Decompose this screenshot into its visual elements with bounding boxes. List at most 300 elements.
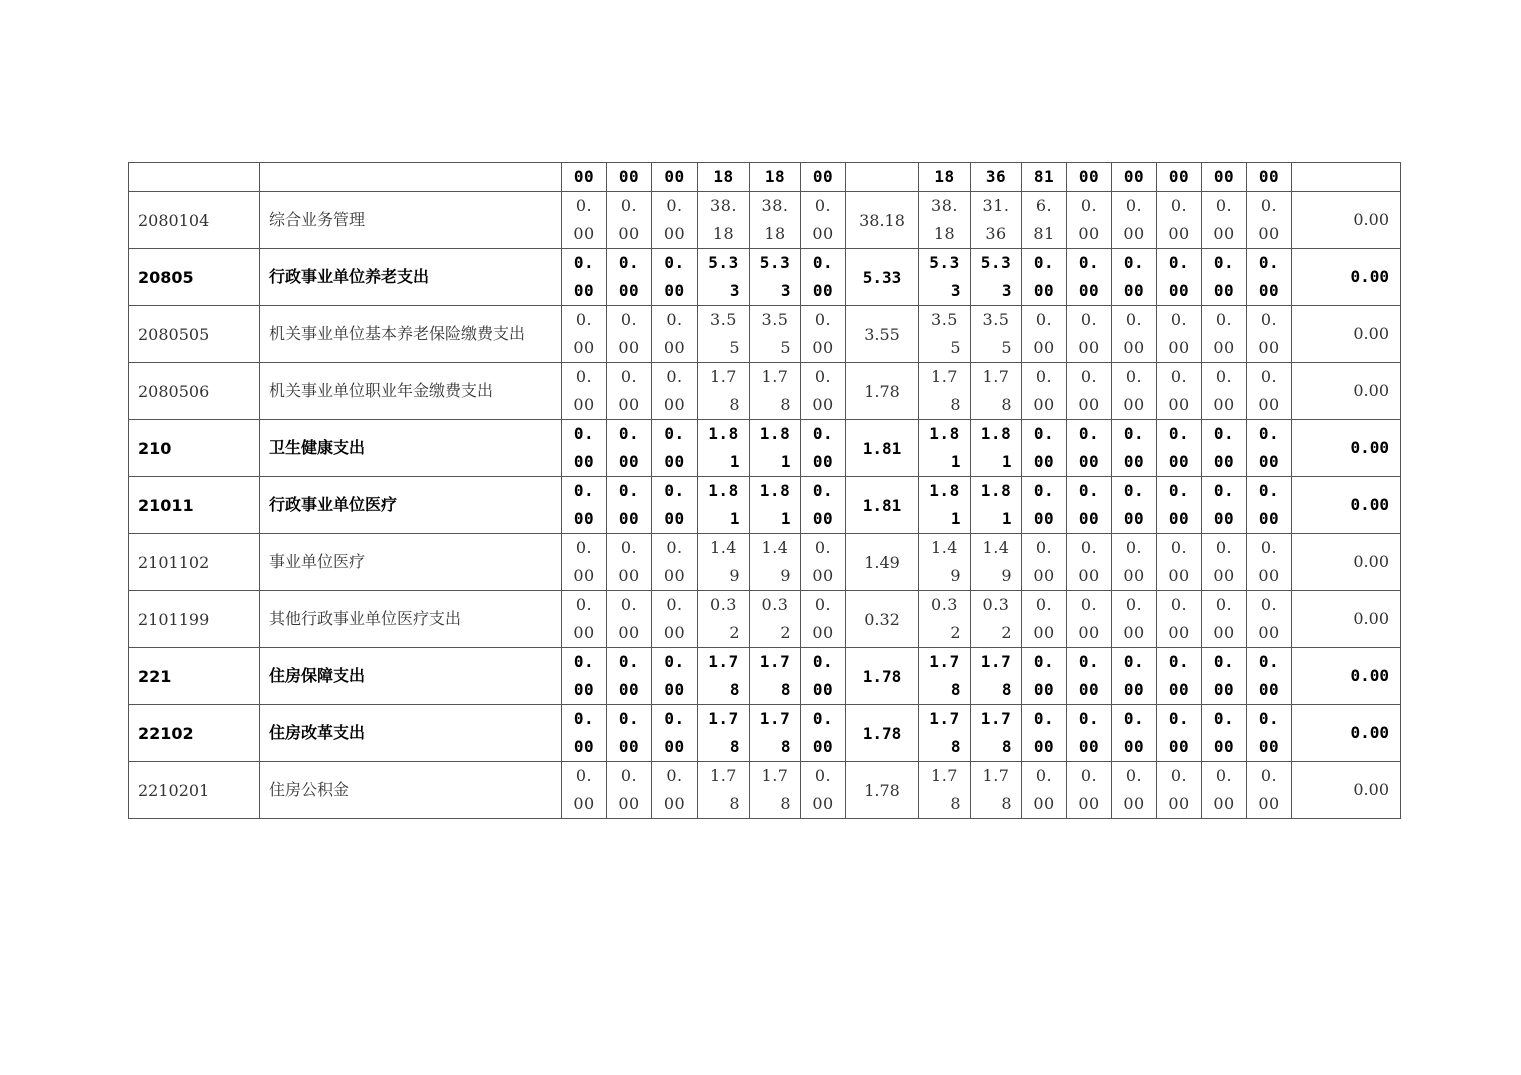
- amount-part: 00: [1258, 794, 1280, 813]
- amount-part: 0.: [814, 196, 832, 215]
- last-amount-cell: 0.00: [1292, 363, 1401, 420]
- amount-part: 00: [1078, 395, 1100, 414]
- amount-cell: [1247, 192, 1292, 249]
- amount-cell: [607, 705, 652, 762]
- total-amount-cell: 1.78: [846, 648, 919, 705]
- amount-cell: [1202, 363, 1247, 420]
- subject-code: 221: [129, 648, 260, 705]
- amount-part: 00: [1033, 509, 1055, 528]
- amount-cell: [1157, 363, 1202, 420]
- amount-part: 00: [1168, 395, 1190, 414]
- amount-cell: [801, 363, 846, 420]
- amount-cell: [1022, 534, 1067, 591]
- amount-part: 3: [950, 281, 961, 300]
- amount-cell: [562, 762, 607, 819]
- amount-part: 0.: [618, 253, 640, 272]
- amount-cell: [562, 306, 607, 363]
- amount-part: 00: [663, 566, 686, 585]
- amount-part: 0.: [1035, 595, 1053, 614]
- amount-cell: [1022, 762, 1067, 819]
- amount-cell: [562, 534, 607, 591]
- amount-cell: [1067, 648, 1112, 705]
- amount-part: 0.: [620, 595, 638, 614]
- table-row: [129, 648, 1401, 705]
- table-row: [129, 591, 1401, 648]
- amount-part: 2: [950, 623, 961, 642]
- amount-part: 00: [812, 623, 834, 642]
- last-amount-cell: 0.00: [1292, 420, 1401, 477]
- amount-part: 00: [1213, 509, 1235, 528]
- amount-part: 00: [812, 452, 834, 471]
- amount-part: 3.5: [982, 310, 1010, 329]
- amount-cell: [607, 192, 652, 249]
- amount-part: 00: [1033, 566, 1055, 585]
- amount-cell: [562, 705, 607, 762]
- amount-cell: [1112, 477, 1157, 534]
- amount-part: 00: [1168, 680, 1190, 699]
- amount-cell: [1157, 192, 1202, 249]
- subject-code: 2101102: [129, 534, 260, 591]
- amount-part: 5.3: [980, 253, 1012, 272]
- amount-part: 9: [729, 566, 740, 585]
- amount-cell: [1202, 705, 1247, 762]
- amount-part: 00: [812, 338, 834, 357]
- total-amount-cell: 1.78: [846, 705, 919, 762]
- amount-part: 0.: [1078, 424, 1100, 443]
- amount-cell: [801, 420, 846, 477]
- amount-part: 8: [729, 680, 740, 699]
- amount-cell: [1202, 249, 1247, 306]
- amount-part: 8: [780, 395, 791, 414]
- subject-code: 2080505: [129, 306, 260, 363]
- amount-part: 00: [663, 794, 686, 813]
- total-amount-cell: 1.49: [846, 534, 919, 591]
- amount-part: 00: [1168, 509, 1190, 528]
- amount-part: 0.: [1215, 310, 1233, 329]
- amount-part: 00: [1123, 338, 1145, 357]
- amount-part: 38.: [710, 196, 737, 215]
- subject-name: 卫生健康支出: [260, 420, 562, 477]
- amount-part: 00: [812, 224, 834, 243]
- amount-cell: [1157, 420, 1202, 477]
- amount-part: 8: [1001, 794, 1012, 813]
- amount-part: 0.: [620, 196, 638, 215]
- amount-part: 00: [1258, 395, 1280, 414]
- amount-cell: [1157, 534, 1202, 591]
- amount-part: 1: [729, 509, 740, 528]
- amount-part: 0.: [814, 538, 832, 557]
- amount-part: 00: [1123, 509, 1145, 528]
- amount-part: 8: [729, 395, 740, 414]
- amount-cell: [562, 192, 607, 249]
- amount-part: 00: [812, 737, 834, 756]
- amount-part: 00: [618, 509, 640, 528]
- amount-part: 00: [573, 509, 595, 528]
- amount-cell: [919, 192, 971, 249]
- amount-part: 1.8: [708, 481, 739, 500]
- amount-part: 00: [1078, 794, 1100, 813]
- amount-part: 0.: [618, 424, 640, 443]
- amount-part: 00: [1078, 281, 1100, 300]
- amount-part: 1.7: [980, 652, 1012, 671]
- amount-cell: [1247, 705, 1292, 762]
- amount-part: 3: [780, 281, 791, 300]
- amount-cell: [1022, 705, 1067, 762]
- amount-part: 0.3: [931, 595, 958, 614]
- amount-cell: [750, 192, 801, 249]
- amount-cell: [1157, 477, 1202, 534]
- amount-part: 00: [618, 566, 640, 585]
- amount-part: 0.: [1260, 196, 1278, 215]
- amount-part: 0.: [1258, 481, 1280, 500]
- amount-part: 5.3: [929, 253, 960, 272]
- amount-part: 0.: [1215, 196, 1233, 215]
- amount-part: 18: [712, 224, 735, 243]
- amount-part: 0.: [1125, 538, 1143, 557]
- amount-part: 0.: [1125, 196, 1143, 215]
- amount-part: 00: [1258, 680, 1280, 699]
- amount-part: 0.: [1033, 652, 1055, 671]
- amount-part: 2: [780, 623, 791, 642]
- amount-part: 8: [1001, 737, 1012, 756]
- amount-part: 1.8: [708, 424, 739, 443]
- amount-part: 0.3: [710, 595, 737, 614]
- amount-part: 00: [1123, 737, 1145, 756]
- last-amount-cell: 0.00: [1292, 192, 1401, 249]
- table-cell: [846, 163, 919, 192]
- amount-part: 0.: [1215, 595, 1233, 614]
- subject-name: 住房公积金: [260, 762, 562, 819]
- amount-part: 00: [1123, 794, 1145, 813]
- amount-part: 00: [618, 623, 640, 642]
- amount-part: 00: [1123, 566, 1145, 585]
- amount-cell: [971, 363, 1022, 420]
- amount-part: 8: [1001, 395, 1012, 414]
- amount-part: 0.: [1078, 652, 1100, 671]
- amount-cell: [1067, 420, 1112, 477]
- amount-cell: [971, 762, 1022, 819]
- amount-part: 18: [933, 224, 956, 243]
- amount-part: 00: [1213, 680, 1235, 699]
- amount-part: 0.: [812, 253, 834, 272]
- amount-cell: [1202, 420, 1247, 477]
- amount-part: 0.: [575, 367, 593, 386]
- total-amount-cell: 1.81: [846, 420, 919, 477]
- amount-part: 1.7: [759, 652, 791, 671]
- amount-part: 0.: [814, 595, 832, 614]
- amount-cell: [698, 705, 750, 762]
- amount-cell: [919, 420, 971, 477]
- amount-cell: [1202, 306, 1247, 363]
- amount-part: 00: [618, 281, 640, 300]
- amount-part: 1.8: [929, 481, 960, 500]
- amount-part: 2: [1001, 623, 1012, 642]
- amount-part: 0.: [1078, 481, 1100, 500]
- amount-cell: [607, 762, 652, 819]
- amount-cell: [1022, 363, 1067, 420]
- amount-cell: [562, 591, 607, 648]
- amount-cell: [1112, 534, 1157, 591]
- amount-part: 00: [812, 794, 834, 813]
- table-cell: 00: [1247, 163, 1292, 192]
- amount-cell: [1247, 591, 1292, 648]
- amount-cell: [750, 534, 801, 591]
- amount-part: 3.5: [710, 310, 737, 329]
- subject-code: 20805: [129, 249, 260, 306]
- amount-cell: [1022, 249, 1067, 306]
- amount-part: 8: [729, 737, 740, 756]
- amount-part: 00: [663, 395, 686, 414]
- amount-cell: [1157, 591, 1202, 648]
- total-amount-cell: 1.78: [846, 363, 919, 420]
- amount-cell: [801, 306, 846, 363]
- amount-part: 00: [1123, 224, 1145, 243]
- amount-part: 0.: [666, 310, 683, 329]
- amount-part: 0.: [666, 595, 683, 614]
- amount-cell: [1022, 648, 1067, 705]
- amount-part: 18: [764, 224, 786, 243]
- amount-part: 1.4: [931, 538, 958, 557]
- amount-part: 0.: [1035, 367, 1053, 386]
- amount-cell: [1157, 249, 1202, 306]
- amount-cell: [919, 705, 971, 762]
- amount-part: 0.: [618, 481, 640, 500]
- amount-part: 1.8: [759, 424, 791, 443]
- subject-code: 2080506: [129, 363, 260, 420]
- amount-part: 9: [780, 566, 791, 585]
- subject-code: 210: [129, 420, 260, 477]
- amount-cell: [801, 477, 846, 534]
- amount-cell: [1022, 477, 1067, 534]
- amount-part: 0.: [1260, 538, 1278, 557]
- amount-part: 00: [618, 395, 640, 414]
- amount-part: 00: [1258, 452, 1280, 471]
- amount-part: 00: [1033, 452, 1055, 471]
- amount-cell: [971, 648, 1022, 705]
- amount-part: 0.: [1033, 253, 1055, 272]
- table-row: [129, 249, 1401, 306]
- amount-part: 6.: [1035, 196, 1053, 215]
- subject-code: 2080104: [129, 192, 260, 249]
- amount-cell: [1157, 306, 1202, 363]
- amount-part: 00: [664, 452, 685, 471]
- last-amount-cell: 0.00: [1292, 648, 1401, 705]
- amount-part: 0.: [1215, 538, 1233, 557]
- table-cell: 00: [562, 163, 607, 192]
- table-row: [129, 306, 1401, 363]
- amount-part: 0.: [814, 367, 832, 386]
- amount-part: 5.3: [759, 253, 791, 272]
- amount-cell: [698, 420, 750, 477]
- amount-part: 0.: [664, 709, 685, 728]
- amount-cell: [1067, 363, 1112, 420]
- amount-cell: [919, 306, 971, 363]
- amount-part: 0.: [666, 196, 683, 215]
- amount-part: 00: [573, 737, 595, 756]
- amount-part: 00: [1213, 281, 1235, 300]
- table-row-continuation: [129, 163, 1401, 192]
- amount-part: 00: [664, 737, 685, 756]
- amount-part: 00: [1258, 623, 1280, 642]
- amount-cell: [1247, 420, 1292, 477]
- amount-part: 00: [1168, 224, 1190, 243]
- subject-code: 2101199: [129, 591, 260, 648]
- amount-part: 0.: [1260, 595, 1278, 614]
- amount-part: 00: [1033, 338, 1055, 357]
- amount-cell: [607, 477, 652, 534]
- amount-part: 2: [729, 623, 740, 642]
- amount-part: 0.: [575, 595, 593, 614]
- amount-part: 5: [950, 338, 961, 357]
- amount-part: 1: [950, 452, 961, 471]
- amount-cell: [652, 534, 698, 591]
- amount-part: 00: [1123, 623, 1145, 642]
- subject-name: 行政事业单位医疗: [260, 477, 562, 534]
- amount-part: 00: [664, 680, 685, 699]
- amount-part: 1.8: [980, 481, 1012, 500]
- amount-part: 1.7: [759, 709, 791, 728]
- amount-part: 0.: [573, 652, 595, 671]
- amount-cell: [1067, 705, 1112, 762]
- table-cell: [129, 163, 260, 192]
- table-row: [129, 762, 1401, 819]
- table-cell: 00: [1112, 163, 1157, 192]
- amount-cell: [652, 306, 698, 363]
- amount-part: 31.: [982, 196, 1010, 215]
- amount-part: 00: [1258, 224, 1280, 243]
- amount-part: 00: [1213, 794, 1235, 813]
- amount-part: 81: [1033, 224, 1055, 243]
- amount-part: 00: [812, 509, 834, 528]
- amount-part: 0.: [1168, 652, 1190, 671]
- amount-part: 5: [1001, 338, 1012, 357]
- amount-part: 00: [1123, 395, 1145, 414]
- amount-part: 1.7: [708, 709, 739, 728]
- amount-part: 0.: [1213, 253, 1235, 272]
- amount-part: 0.: [575, 538, 593, 557]
- subject-name: 住房保障支出: [260, 648, 562, 705]
- amount-part: 00: [1213, 623, 1235, 642]
- table-cell: 00: [1067, 163, 1112, 192]
- amount-cell: [698, 648, 750, 705]
- amount-cell: [652, 420, 698, 477]
- amount-part: 00: [663, 224, 686, 243]
- amount-cell: [1112, 591, 1157, 648]
- amount-cell: [698, 762, 750, 819]
- amount-part: 0.: [664, 424, 685, 443]
- amount-part: 8: [780, 680, 791, 699]
- subject-name: 机关事业单位职业年金缴费支出: [260, 363, 562, 420]
- amount-part: 0.: [1078, 709, 1100, 728]
- amount-cell: [1247, 363, 1292, 420]
- amount-cell: [1112, 306, 1157, 363]
- amount-cell: [1112, 762, 1157, 819]
- table-row: [129, 705, 1401, 762]
- amount-part: 0.: [666, 367, 683, 386]
- subject-name: 机关事业单位基本养老保险缴费支出: [260, 306, 562, 363]
- amount-cell: [1022, 591, 1067, 648]
- last-amount-cell: 0.00: [1292, 249, 1401, 306]
- amount-part: 00: [618, 794, 640, 813]
- amount-cell: [1067, 192, 1112, 249]
- amount-cell: [1202, 762, 1247, 819]
- amount-cell: [919, 762, 971, 819]
- amount-part: 0.: [664, 481, 685, 500]
- last-amount-cell: 0.00: [1292, 705, 1401, 762]
- subject-name: 行政事业单位养老支出: [260, 249, 562, 306]
- amount-part: 0.: [1035, 766, 1053, 785]
- table-row: [129, 192, 1401, 249]
- amount-cell: [1202, 192, 1247, 249]
- amount-cell: [750, 648, 801, 705]
- total-amount-cell: 1.78: [846, 762, 919, 819]
- budget-expenditure-table: [128, 162, 1401, 819]
- amount-cell: [971, 591, 1022, 648]
- amount-part: 00: [1123, 680, 1145, 699]
- total-amount-cell: 1.81: [846, 477, 919, 534]
- amount-cell: [801, 591, 846, 648]
- table-cell: 18: [750, 163, 801, 192]
- amount-part: 00: [812, 281, 834, 300]
- amount-part: 5: [780, 338, 791, 357]
- amount-cell: [971, 420, 1022, 477]
- table-cell: 00: [1157, 163, 1202, 192]
- amount-cell: [698, 306, 750, 363]
- amount-cell: [698, 591, 750, 648]
- amount-cell: [1112, 420, 1157, 477]
- amount-part: 00: [1168, 281, 1190, 300]
- amount-part: 8: [950, 395, 961, 414]
- amount-part: 1.8: [759, 481, 791, 500]
- amount-part: 3: [729, 281, 740, 300]
- amount-part: 00: [1213, 452, 1235, 471]
- amount-part: 00: [1168, 452, 1190, 471]
- amount-part: 00: [1033, 737, 1055, 756]
- amount-part: 00: [573, 794, 595, 813]
- amount-cell: [1247, 648, 1292, 705]
- amount-cell: [607, 363, 652, 420]
- amount-cell: [801, 705, 846, 762]
- amount-part: 0.: [573, 481, 595, 500]
- amount-part: 0.: [573, 709, 595, 728]
- amount-cell: [562, 363, 607, 420]
- amount-cell: [919, 363, 971, 420]
- amount-part: 1.7: [982, 766, 1010, 785]
- amount-part: 00: [1078, 737, 1100, 756]
- amount-cell: [607, 534, 652, 591]
- amount-part: 0.: [1123, 481, 1145, 500]
- amount-part: 0.: [1125, 766, 1143, 785]
- amount-part: 0.: [812, 652, 834, 671]
- last-amount-cell: 0.00: [1292, 306, 1401, 363]
- amount-cell: [1247, 306, 1292, 363]
- amount-part: 00: [1078, 224, 1100, 243]
- amount-cell: [1202, 591, 1247, 648]
- amount-part: 0.: [1035, 538, 1053, 557]
- subject-name: 综合业务管理: [260, 192, 562, 249]
- amount-part: 1.7: [982, 367, 1010, 386]
- amount-part: 0.: [1258, 652, 1280, 671]
- amount-part: 0.: [1258, 709, 1280, 728]
- amount-part: 00: [1213, 338, 1235, 357]
- amount-part: 1.7: [761, 367, 789, 386]
- amount-cell: [698, 477, 750, 534]
- subject-code: 2210201: [129, 762, 260, 819]
- amount-part: 0.: [1260, 766, 1278, 785]
- amount-cell: [1112, 363, 1157, 420]
- amount-part: 1.7: [980, 709, 1012, 728]
- amount-part: 1.8: [929, 424, 960, 443]
